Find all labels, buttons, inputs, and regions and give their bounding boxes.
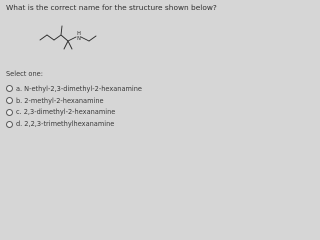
radio-button-a[interactable] bbox=[6, 85, 13, 92]
radio-button-c[interactable] bbox=[6, 109, 13, 116]
answer-option-c[interactable] bbox=[6, 107, 196, 119]
option-label: N-ethyl-2,3-dimethyl-2-hexanamine bbox=[24, 84, 142, 93]
skeletal-structure-image bbox=[38, 14, 118, 54]
answer-option-d[interactable] bbox=[6, 118, 196, 130]
answer-option-a[interactable] bbox=[6, 83, 196, 95]
option-letter: c. bbox=[16, 108, 22, 117]
option-label: 2-methyl-2-hexanamine bbox=[24, 96, 104, 105]
radio-button-d[interactable] bbox=[6, 121, 13, 128]
option-label: 2,3-dimethyl-2-hexanamine bbox=[23, 108, 116, 117]
amine-h-label: H bbox=[77, 31, 81, 37]
question-text: What is the correct name for the structure shown below? bbox=[6, 3, 217, 12]
option-letter: a. bbox=[16, 84, 23, 93]
option-letter: d. bbox=[16, 120, 23, 129]
option-label: 2,2,3-trimethylhexanamine bbox=[24, 120, 115, 129]
option-letter: b. bbox=[16, 96, 23, 105]
answer-option-b[interactable] bbox=[6, 95, 196, 107]
select-one-label: Select one: bbox=[6, 70, 43, 78]
amine-n-label: N bbox=[77, 36, 81, 42]
answer-options bbox=[6, 83, 196, 130]
radio-button-b[interactable] bbox=[6, 97, 13, 104]
